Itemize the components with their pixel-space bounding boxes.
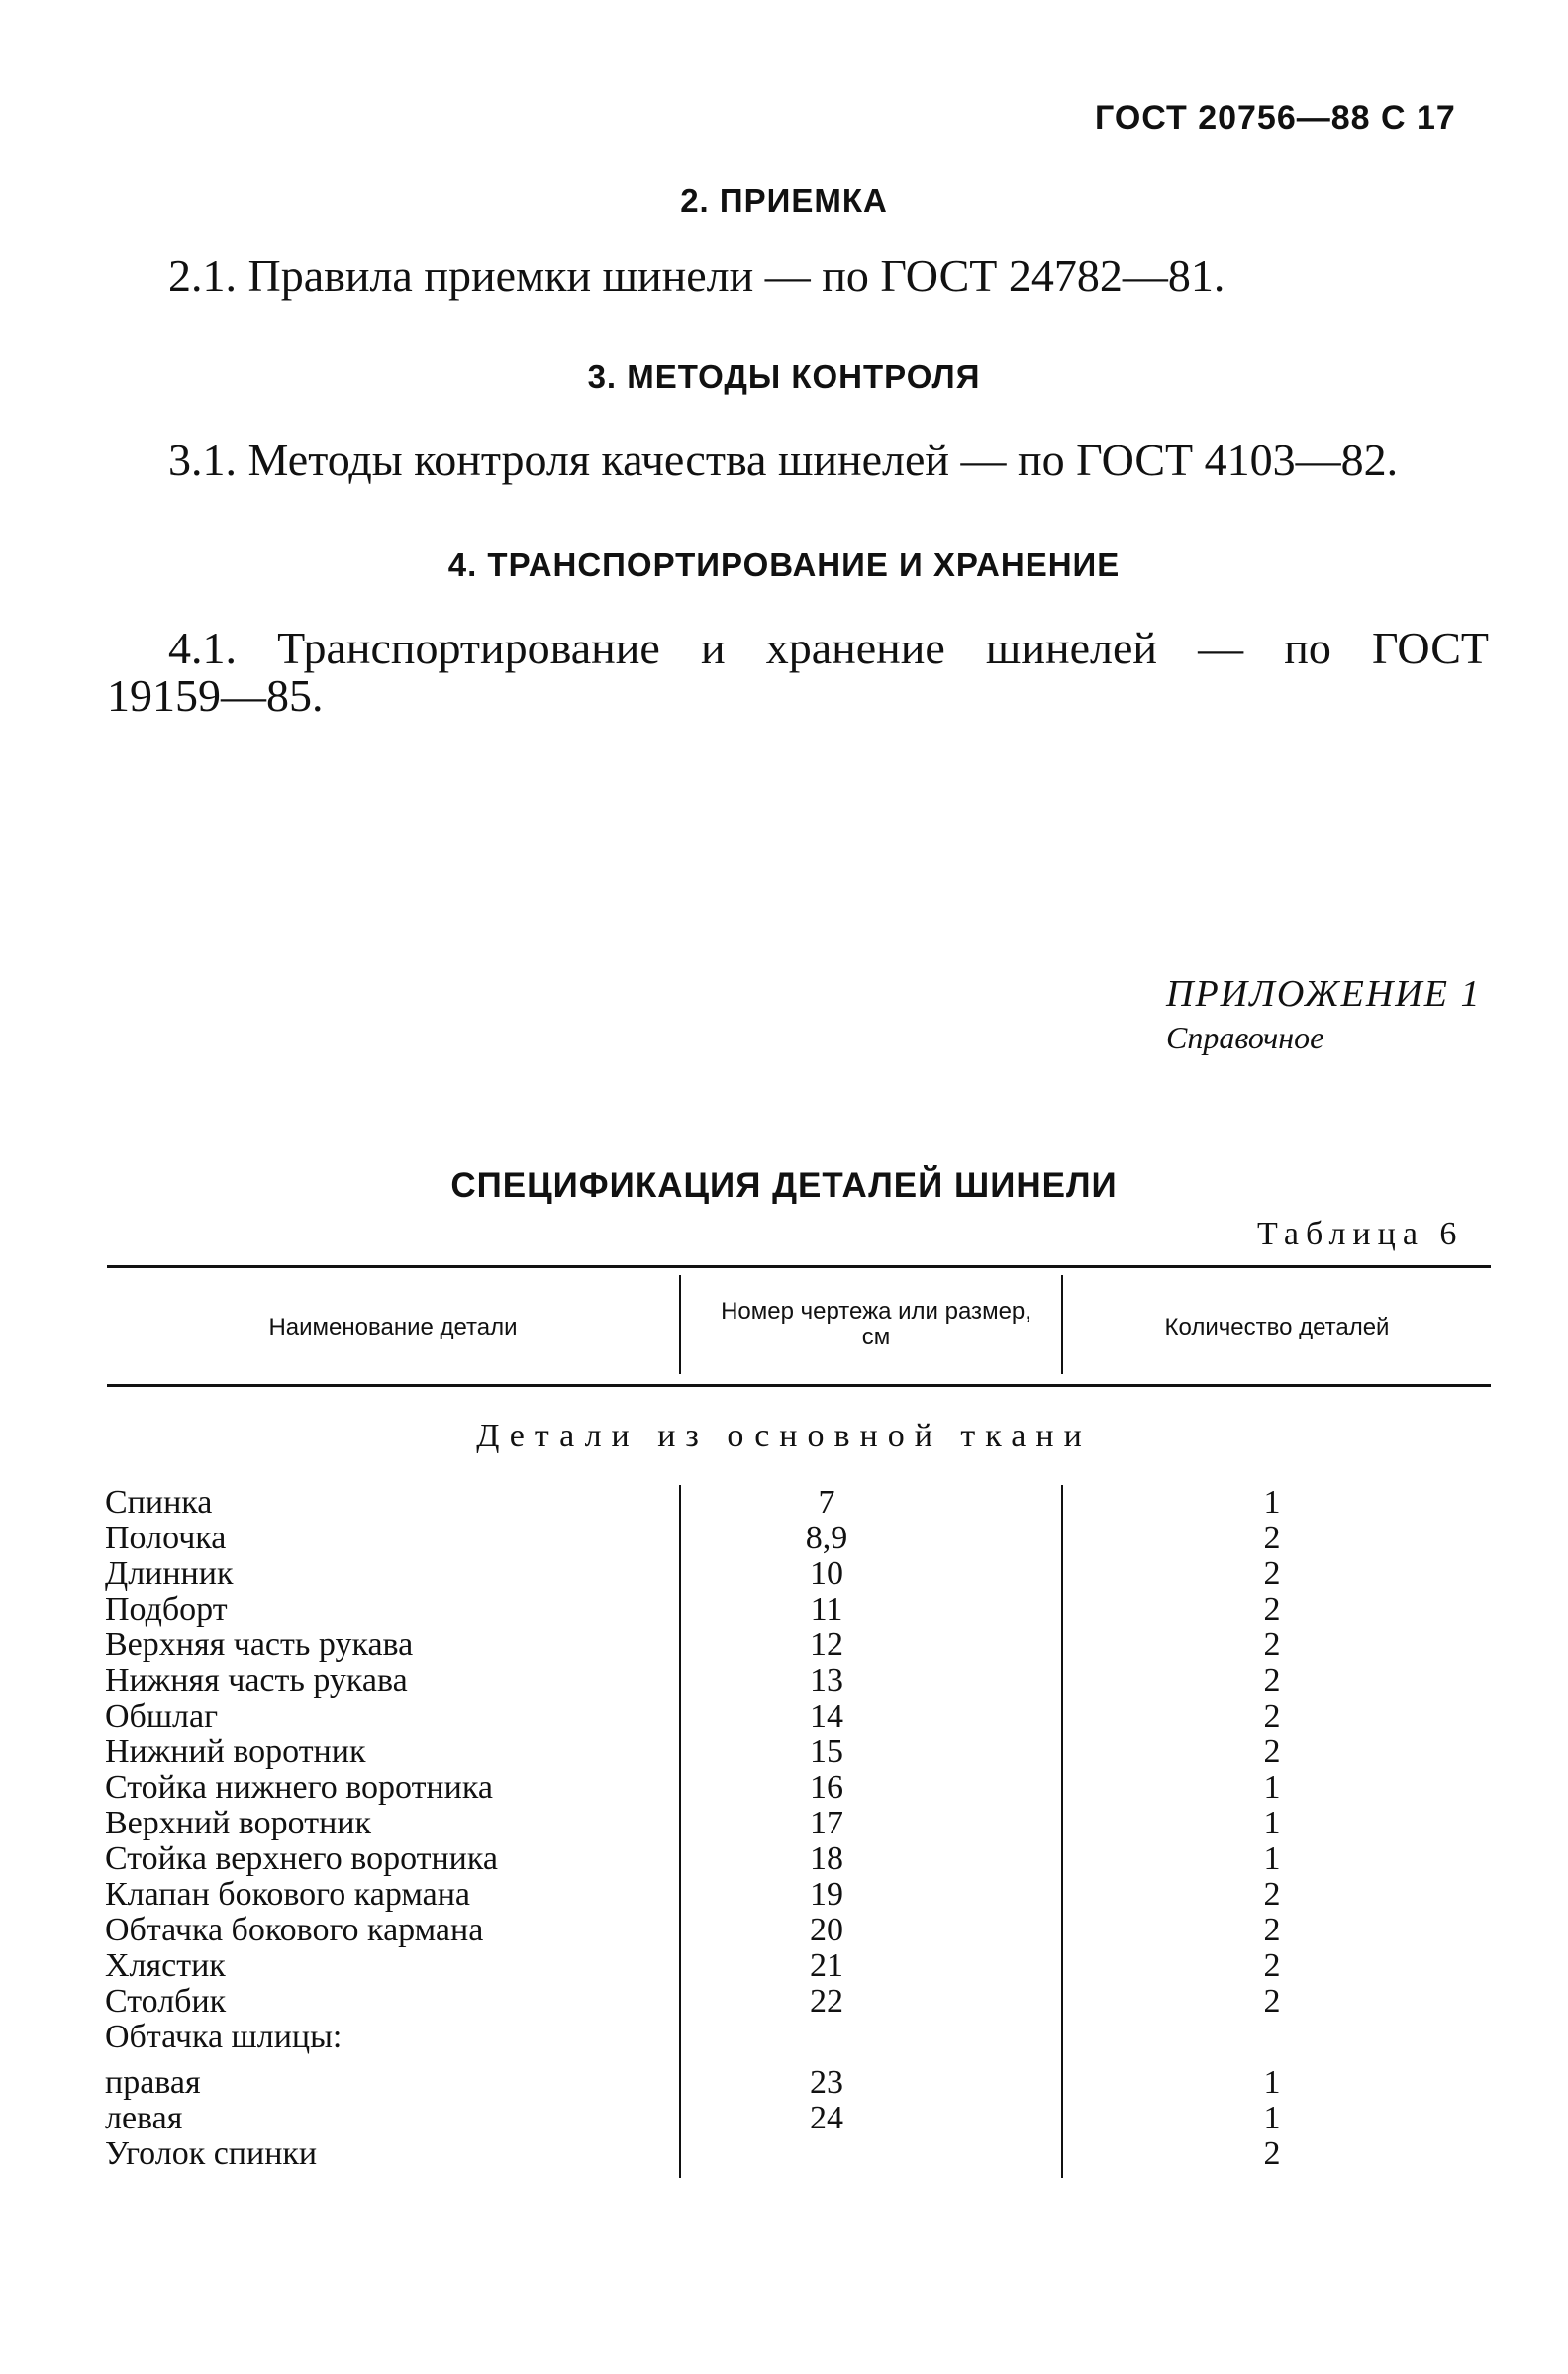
part-name: Обтачка шлицы:: [105, 2019, 343, 2055]
section-text-transport-storage-line2: 19159—85.: [107, 670, 324, 721]
part-quantity: 2: [1263, 1627, 1281, 1663]
part-quantity: 2: [1263, 1591, 1281, 1628]
table-row: [0, 1485, 1568, 1521]
drawing-number: 12: [810, 1627, 843, 1663]
section-title-control-methods: 3. МЕТОДЫ КОНТРОЛЯ: [587, 358, 981, 395]
part-name: Спинка: [105, 1484, 213, 1521]
table-row: [0, 1913, 1568, 1948]
section-title-acceptance: 2. ПРИЕМКА: [680, 182, 888, 219]
part-name: Верхняя часть рукава: [105, 1627, 414, 1663]
drawing-number: 15: [810, 1733, 843, 1770]
table-row: [0, 1699, 1568, 1734]
part-quantity: 2: [1263, 1698, 1281, 1734]
column-header-quantity: Количество деталей: [1164, 1314, 1390, 1340]
table-row: [0, 1592, 1568, 1628]
section-text-transport-storage-line1: 4.1. Транспортирование и хранение шинелей — по ГОСТ: [168, 623, 1489, 673]
part-quantity: 1: [1263, 1805, 1281, 1841]
table-label: Таблица 6: [1257, 1216, 1464, 1252]
part-quantity: 1: [1263, 1484, 1281, 1521]
drawing-number: 14: [810, 1698, 843, 1734]
column-header-drawing-number: Номер чертежа или размер, см: [721, 1298, 1031, 1350]
drawing-number: 23: [810, 2064, 843, 2101]
part-name: Верхний воротник: [105, 1805, 371, 1841]
table-row: [0, 2065, 1568, 2101]
part-name: Столбик: [105, 1983, 227, 2020]
part-name: Хлястик: [105, 1947, 226, 1984]
table-group-title: Детали из основной ткани: [476, 1418, 1092, 1454]
part-quantity: 2: [1263, 1983, 1281, 2020]
drawing-number: 10: [810, 1555, 843, 1592]
part-name: Клапан бокового кармана: [105, 1876, 471, 1913]
part-name: Обшлаг: [105, 1698, 219, 1734]
table-row: [0, 1663, 1568, 1699]
section-text-control-methods: 3.1. Методы контроля качества шинелей — по ГОСТ 4103—82.: [168, 435, 1399, 485]
part-quantity: 2: [1263, 1912, 1281, 1948]
part-quantity: 2: [1263, 1876, 1281, 1913]
table-row: [0, 1877, 1568, 1913]
table-header-bottom-rule: [107, 1384, 1491, 1387]
part-quantity: 1: [1263, 2064, 1281, 2101]
drawing-number: 16: [810, 1769, 843, 1806]
appendix-label: ПРИЛОЖЕНИЕ 1: [1166, 973, 1482, 1015]
appendix-note: Справочное: [1166, 1020, 1324, 1055]
table-title: СПЕЦИФИКАЦИЯ ДЕТАЛЕЙ ШИНЕЛИ: [450, 1166, 1118, 1205]
part-name: Нижний воротник: [105, 1733, 366, 1770]
drawing-number: 18: [810, 1840, 843, 1877]
header-column-separator: [679, 1275, 681, 1374]
part-quantity: 2: [1263, 2135, 1281, 2172]
table-top-rule: [107, 1265, 1491, 1268]
drawing-number: 22: [810, 1983, 843, 2020]
table-row: [0, 1521, 1568, 1556]
section-text-acceptance: 2.1. Правила приемки шинели — по ГОСТ 24782—81.: [168, 250, 1225, 301]
table-row: [0, 2101, 1568, 2136]
drawing-number: 8,9: [805, 1520, 848, 1556]
section-title-transport-storage: 4. ТРАНСПОРТИРОВАНИЕ И ХРАНЕНИЕ: [447, 546, 1121, 583]
part-name: Длинник: [105, 1555, 234, 1592]
column-header-part-name: Наименование детали: [268, 1314, 518, 1340]
part-quantity: 2: [1263, 1555, 1281, 1592]
table-row: [0, 1984, 1568, 2020]
table-row: [0, 1770, 1568, 1806]
table-row: [0, 1556, 1568, 1592]
part-quantity: 2: [1263, 1733, 1281, 1770]
part-name: Обтачка бокового кармана: [105, 1912, 484, 1948]
table-row: [0, 1806, 1568, 1841]
part-quantity: 2: [1263, 1947, 1281, 1984]
drawing-number: 17: [810, 1805, 843, 1841]
part-name: правая: [105, 2064, 201, 2101]
table-row: [0, 1628, 1568, 1663]
part-quantity: 1: [1263, 1840, 1281, 1877]
part-name: Подборт: [105, 1591, 228, 1628]
drawing-number: 21: [810, 1947, 843, 1984]
drawing-number: 20: [810, 1912, 843, 1948]
drawing-number: 13: [810, 1662, 843, 1699]
table-row: [0, 1948, 1568, 1984]
part-name: Уголок спинки: [105, 2135, 318, 2172]
drawing-number: 11: [810, 1591, 843, 1628]
part-quantity: 2: [1263, 1662, 1281, 1699]
table-row: [0, 2136, 1568, 2172]
part-name: Стойка верхнего воротника: [105, 1840, 498, 1877]
table-row: [0, 1734, 1568, 1770]
part-name: Полочка: [105, 1520, 227, 1556]
table-row: [0, 1841, 1568, 1877]
part-quantity: 1: [1263, 2100, 1281, 2136]
part-name: Стойка нижнего воротника: [105, 1769, 493, 1806]
table-row: [0, 2020, 1568, 2055]
part-quantity: 2: [1263, 1520, 1281, 1556]
running-header: ГОСТ 20756—88 С 17: [1095, 99, 1456, 137]
part-name: Нижняя часть рукава: [105, 1662, 408, 1699]
drawing-number: 19: [810, 1876, 843, 1913]
drawing-number: 7: [818, 1484, 835, 1521]
part-name: левая: [105, 2100, 183, 2136]
part-quantity: 1: [1263, 1769, 1281, 1806]
drawing-number: 24: [810, 2100, 843, 2136]
